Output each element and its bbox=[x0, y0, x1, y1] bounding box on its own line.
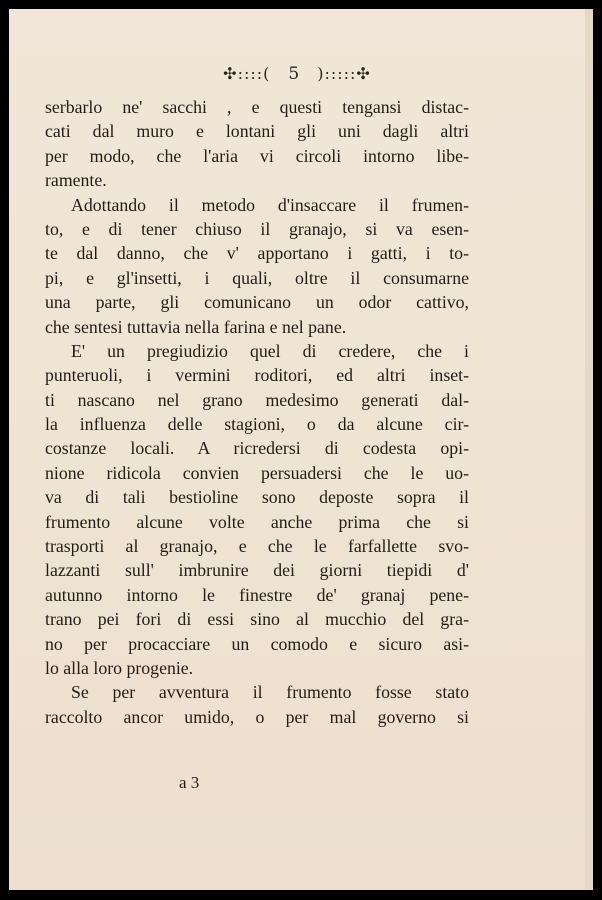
text-line: serbarlo ne' sacchi , e questi tengansi distac- bbox=[45, 97, 469, 117]
text-line: una parte, gli comunicano un odor cattivo, bbox=[45, 292, 469, 313]
text-line: to, e di tener chiuso il granajo, si va esen- bbox=[45, 218, 469, 239]
text-line: trasporti al granajo, e che le farfallette svo- bbox=[45, 536, 469, 557]
page-edge bbox=[585, 9, 593, 890]
text-line: raccolto ancor umido, o per mal governo si bbox=[45, 706, 469, 727]
text-line: la influenza delle stagioni, o da alcune cir- bbox=[45, 414, 469, 435]
text-line: autunno intorno le finestre de' granaj pene- bbox=[45, 584, 469, 605]
page-number: 5 bbox=[288, 64, 300, 84]
text-line: te dal danno, che v' apportano i gatti, i to- bbox=[45, 243, 469, 264]
paragraph-start-line: E' un pregiudizio quel di credere, che i bbox=[71, 340, 469, 361]
text-line: per modo, che l'aria vi circoli intorno libe- bbox=[45, 145, 469, 166]
text-line: nione ridicola convien persuadersi che le uo- bbox=[45, 462, 469, 483]
signature-mark: a 3 bbox=[179, 773, 200, 792]
text-line: lo alla loro progenie. bbox=[45, 657, 194, 678]
text-line: che sentesi tuttavia nella farina e nel pane. bbox=[45, 316, 347, 337]
text-line: cati dal muro e lontani gli uni dagli altri bbox=[45, 121, 469, 142]
text-line: frumento alcune volte anche prima che si bbox=[45, 511, 469, 532]
left-ornament: ✣::::( bbox=[223, 64, 271, 83]
text-line: ti nascano nel grano medesimo generati dal- bbox=[45, 389, 469, 410]
text-line: punteruoli, i vermini roditori, ed altri inset- bbox=[45, 365, 469, 386]
book-page bbox=[9, 9, 585, 890]
right-ornament: ):::::✣ bbox=[317, 64, 371, 83]
text-line: costanze locali. A ricredersi di codesta opi- bbox=[45, 438, 469, 459]
text-line: pi, e gl'insetti, i quali, oltre il consumarne bbox=[45, 267, 469, 288]
text-line: va di tali bestioline sono deposte sopra il bbox=[45, 487, 469, 508]
paragraph-start-line: Se per avventura il frumento fosse stato bbox=[71, 682, 469, 703]
text-line: ramente. bbox=[45, 170, 107, 191]
paragraph-start-line: Adottando il metodo d'insaccare il frumen- bbox=[71, 194, 469, 215]
page-header bbox=[9, 64, 585, 84]
text-line: lazzanti sull' imbrunire dei giorni tiepidi d' bbox=[45, 560, 469, 581]
text-line: no per procacciare un comodo e sicuro asi- bbox=[45, 633, 469, 654]
text-line: trano pei fori di essi sino al mucchio del gra- bbox=[45, 609, 469, 630]
body-text bbox=[45, 95, 469, 729]
